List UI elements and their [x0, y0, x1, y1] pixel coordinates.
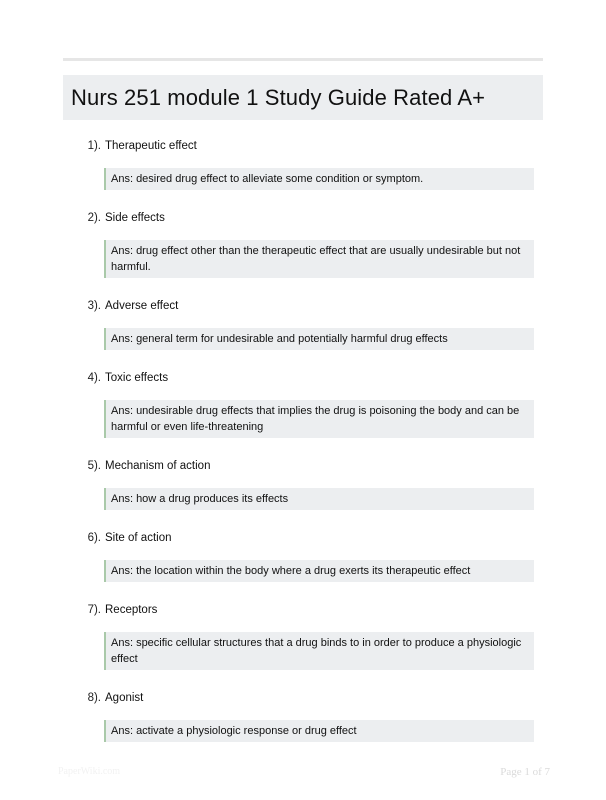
qa-item [63, 692, 543, 742]
question-row [63, 532, 543, 554]
footer-watermark: PaperWiki.com [58, 766, 121, 777]
question-number: 4). [87, 372, 101, 384]
question-text: Adverse effect [105, 300, 179, 312]
question-row [63, 212, 543, 234]
question-text: Therapeutic effect [105, 140, 197, 152]
question-text: Site of action [105, 532, 172, 544]
question-row [63, 604, 543, 626]
question-number: 7). [87, 604, 101, 616]
qa-item [63, 460, 543, 510]
qa-list [63, 140, 543, 764]
answer-box: Ans: activate a physiologic response or drug effect [104, 720, 534, 742]
answer-box: Ans: general term for undesirable and potentially harmful drug effects [104, 328, 534, 350]
question-text: Receptors [105, 604, 158, 616]
answer-box: Ans: drug effect other than the therapeutic effect that are usually undesirable but not harmful. [104, 240, 534, 278]
question-row [63, 692, 543, 714]
question-number: 3). [87, 300, 101, 312]
question-text: Side effects [105, 212, 165, 224]
qa-item [63, 140, 543, 190]
question-row [63, 140, 543, 162]
question-text: Toxic effects [105, 372, 169, 384]
question-number: 6). [87, 532, 101, 544]
qa-item [63, 372, 543, 438]
answer-box: Ans: how a drug produces its effects [104, 488, 534, 510]
answer-box: Ans: undesirable drug effects that implies the drug is poisoning the body and can be harmful or even life-threatening [104, 400, 534, 438]
qa-item [63, 212, 543, 278]
question-number: 8). [87, 692, 101, 704]
question-number: 2). [87, 212, 101, 224]
question-row [63, 460, 543, 482]
question-text: Agonist [105, 692, 144, 704]
question-number: 1). [87, 140, 101, 152]
qa-item [63, 300, 543, 350]
question-row [63, 372, 543, 394]
question-text: Mechanism of action [105, 460, 211, 472]
question-number: 5). [87, 460, 101, 472]
qa-item [63, 604, 543, 670]
title-banner [63, 75, 543, 120]
answer-box: Ans: desired drug effect to alleviate some condition or symptom. [104, 168, 534, 190]
question-row [63, 300, 543, 322]
top-divider [63, 58, 543, 61]
answer-box: Ans: the location within the body where a drug exerts its therapeutic effect [104, 560, 534, 582]
qa-item [63, 532, 543, 582]
answer-box: Ans: specific cellular structures that a drug binds to in order to produce a physiologic effect [104, 632, 534, 670]
page-number: Page 1 of 7 [500, 766, 550, 778]
document-title: Nurs 251 module 1 Study Guide Rated A+ [71, 84, 486, 110]
